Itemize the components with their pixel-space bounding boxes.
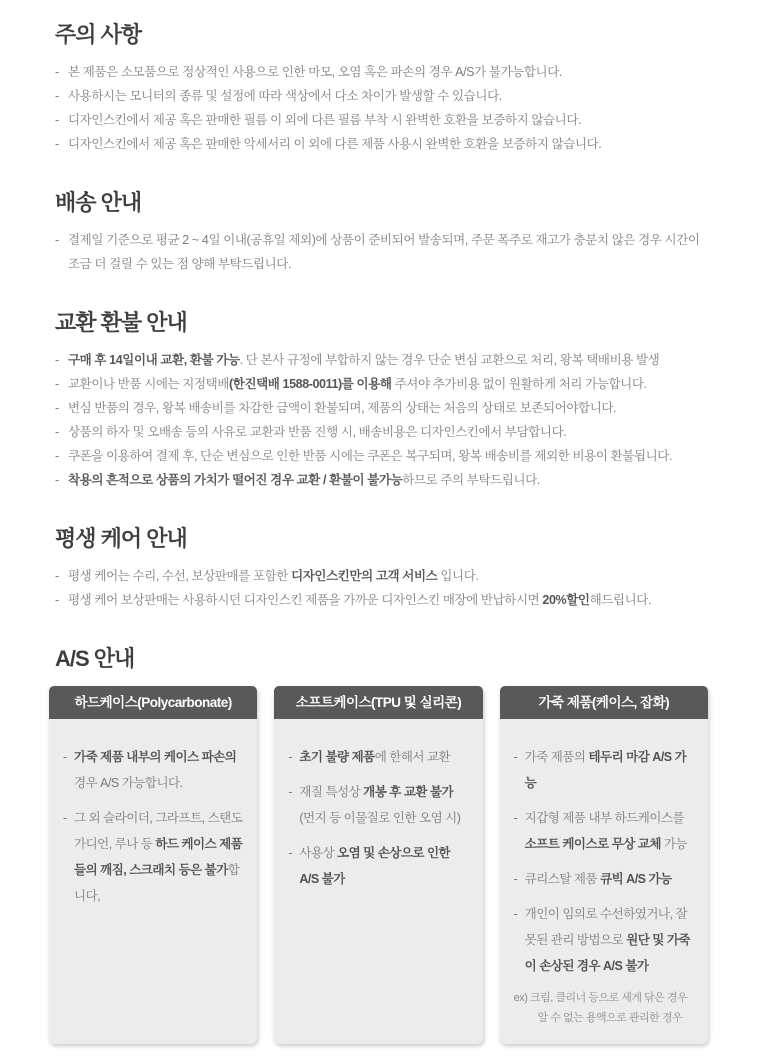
card-list-item [514, 901, 696, 979]
text-segment: 그 외 슬라이더, 그라프트, 스탠도 가디언, 루나 등 [74, 811, 243, 851]
section-title: 주의 사항 [55, 22, 142, 47]
text-segment: 가죽 제품의 [524, 750, 589, 764]
example-note-line: 알 수 없는 용액으로 관리한 경우 [537, 1012, 683, 1024]
text-segment: 재질 특성상 [299, 785, 364, 799]
card-list-item [514, 805, 696, 857]
section-title: 평생 케어 안내 [55, 526, 187, 551]
list-item [55, 396, 708, 420]
text-segment: 경우 A/S 가능합니다. [74, 776, 183, 790]
emphasis-text: 하드 케이스 제품들의 깨짐, 스크래치 등은 불가 [74, 837, 243, 877]
text-segment: 본 제품은 소모품으로 정상적인 사용으로 인한 마모, 오염 혹은 파손의 경우 A/S가 불가능합니다. [68, 65, 562, 79]
text-segment: 개인이 임의로 수선하였거나, 잘못된 관리 방법으로 [524, 907, 688, 947]
card-list-item [514, 866, 696, 892]
emphasis-text: 테두리 마감 A/S 가능 [524, 750, 687, 790]
list-item [55, 564, 708, 588]
text-segment: 변심 반품의 경우, 왕복 배송비를 차감한 금액이 환불되며, 제품의 상태는 처음의 상태로 보존되어야합니다. [68, 401, 617, 415]
section-item-list [55, 348, 708, 492]
as-card [500, 686, 708, 1044]
bullet-dash: - [288, 785, 292, 799]
emphasis-text: 착용의 흔적으로 상품의 가치가 떨어진 경우 교환 / 환불이 불가능 [68, 473, 403, 487]
text-segment: 교환이나 반품 시에는 지정택배 [68, 377, 229, 391]
card-list-item [288, 744, 470, 770]
list-item [55, 468, 708, 492]
bullet-dash: - [55, 593, 59, 607]
bullet-dash: - [55, 401, 59, 415]
bullet-dash: - [63, 750, 67, 764]
text-segment: 하므로 주의 부탁드립니다. [402, 473, 540, 487]
bullet-dash: - [55, 113, 59, 127]
emphasis-text: 구매 후 14일이내 교환, 환불 가능 [68, 353, 240, 367]
section-as-guide [49, 642, 708, 1044]
bullet-dash: - [513, 907, 518, 921]
text-segment: (먼지 등 이물질로 인한 오염 시) [299, 811, 461, 825]
list-item [55, 108, 708, 132]
text-segment: 디자인스킨에서 제공 혹은 판매한 악세서리 이 외에 다른 제품 사용시 완벽한 호환을 보증하지 않습니다. [68, 137, 602, 151]
emphasis-text: (한진택배 1588-0011)를 이용해 [229, 377, 392, 391]
as-card-body [49, 719, 257, 1044]
text-segment: 상품의 하자 및 오배송 등의 사유로 교환과 반품 진행 시, 배송비용은 디자인스킨에서 부담합니다. [68, 425, 567, 439]
bullet-dash: - [55, 449, 59, 463]
notice-section [55, 186, 708, 276]
list-item [55, 132, 708, 156]
emphasis-text: 가죽 제품 내부의 케이스 파손의 [74, 750, 237, 764]
example-note-line: ex) 크림, 클리너 등으로 세게 닦은 경우 [513, 992, 688, 1004]
text-segment: 결제일 기준으로 평균 2 ~ 4일 이내(공휴일 제외)에 상품이 준비되어 발송되며, 주문 폭주로 재고가 충분치 않은 경우 시간이 조금 더 걸릴 수 있는 점 양해 부탁드립니다. [68, 233, 700, 271]
list-item [55, 60, 708, 84]
emphasis-text: 큐빅 A/S 가능 [600, 872, 672, 886]
as-card-header: 소프트케이스(TPU 및 실리콘) [274, 686, 482, 719]
list-item [55, 420, 708, 444]
emphasis-text: 소프트 케이스로 무상 교체 [524, 837, 661, 851]
text-segment: . 단 본사 규정에 부합하지 않는 경우 단순 변심 교환으로 처리, 왕복 택배비용 발생 [239, 353, 660, 367]
text-segment: 디자인스킨에서 제공 혹은 판매한 필름 이 외에 다른 필름 부착 시 완벽한 호환을 보증하지 않습니다. [68, 113, 582, 127]
bullet-dash: - [288, 846, 292, 860]
card-list-item [514, 744, 696, 796]
card-list-item [63, 805, 245, 909]
as-card [274, 686, 482, 1044]
text-segment: 사용하시는 모니터의 종류 및 설정에 따라 색상에서 다소 차이가 발생할 수 있습니다. [68, 89, 502, 103]
as-card-body [274, 719, 482, 1044]
card-list-item [63, 744, 245, 796]
card-list-item [288, 779, 470, 831]
bullet-dash: - [513, 872, 518, 886]
card-list-item [288, 840, 470, 892]
section-title: 교환 환불 안내 [55, 310, 187, 335]
section-title: 배송 안내 [55, 190, 142, 215]
text-segment: 사용상 [299, 846, 338, 860]
emphasis-text: 20%할인 [542, 593, 590, 607]
as-cards [49, 686, 708, 1044]
emphasis-text: 초기 불량 제품 [299, 750, 375, 764]
bullet-dash: - [55, 65, 59, 79]
bullet-dash: - [55, 425, 59, 439]
emphasis-text: 디자인스킨만의 고객 서비스 [291, 569, 438, 583]
notice-sections [55, 18, 708, 612]
section-title-as: A/S 안내 [55, 646, 135, 671]
text-segment: 쿠폰을 이용하여 결제 후, 단순 변심으로 인한 반품 시에는 쿠폰은 복구되며, 왕복 배송비를 제외한 비용이 환불됩니다. [68, 449, 673, 463]
list-item [55, 228, 708, 276]
bullet-dash: - [55, 353, 59, 367]
emphasis-text: 오염 및 손상으로 인한 A/S 불가 [299, 846, 451, 886]
text-segment: 평생 케어는 수리, 수선, 보상판매를 포함한 [68, 569, 292, 583]
bullet-dash: - [55, 89, 59, 103]
section-item-list [55, 564, 708, 612]
bullet-dash: - [513, 750, 518, 764]
text-segment: 에 한해서 교환 [374, 750, 451, 764]
bullet-dash: - [63, 811, 67, 825]
bullet-dash: - [55, 377, 59, 391]
text-segment: 큐리스탈 제품 [524, 872, 601, 886]
text-segment: 주셔야 추가비용 없이 원활하게 처리 가능합니다. [391, 377, 647, 391]
bullet-dash: - [55, 473, 59, 487]
text-segment: 입니다. [437, 569, 479, 583]
bullet-dash: - [55, 569, 59, 583]
bullet-dash: - [55, 137, 59, 151]
text-segment: 합니다, [74, 863, 240, 903]
list-item [55, 84, 708, 108]
as-card [49, 686, 257, 1044]
as-card-body [500, 719, 708, 1044]
as-card-header: 가죽 제품(케이스, 잡화) [500, 686, 708, 719]
emphasis-text: 원단 및 가죽이 손상된 경우 A/S 불가 [524, 933, 691, 973]
text-segment: 지갑형 제품 내부 하드케이스를 [524, 811, 685, 825]
bullet-dash: - [288, 750, 292, 764]
bullet-dash: - [55, 233, 59, 247]
section-item-list [55, 228, 708, 276]
text-segment: 평생 케어 보상판매는 사용하시던 디자인스킨 제품을 가까운 디자인스킨 매장에 반납하시면 [68, 593, 543, 607]
bullet-dash: - [513, 811, 518, 825]
section-item-list [55, 60, 708, 156]
list-item [55, 588, 708, 612]
notice-section [55, 18, 708, 156]
emphasis-text: 개봉 후 교환 불가 [363, 785, 454, 799]
list-item [55, 348, 708, 372]
text-segment: 가능 [660, 837, 688, 851]
as-card-header: 하드케이스(Polycarbonate) [49, 686, 257, 719]
text-segment: 해드립니다. [589, 593, 652, 607]
card-example-notes [514, 988, 696, 1028]
notice-section [55, 522, 708, 612]
notice-section [55, 306, 708, 492]
list-item [55, 444, 708, 468]
list-item [55, 372, 708, 396]
